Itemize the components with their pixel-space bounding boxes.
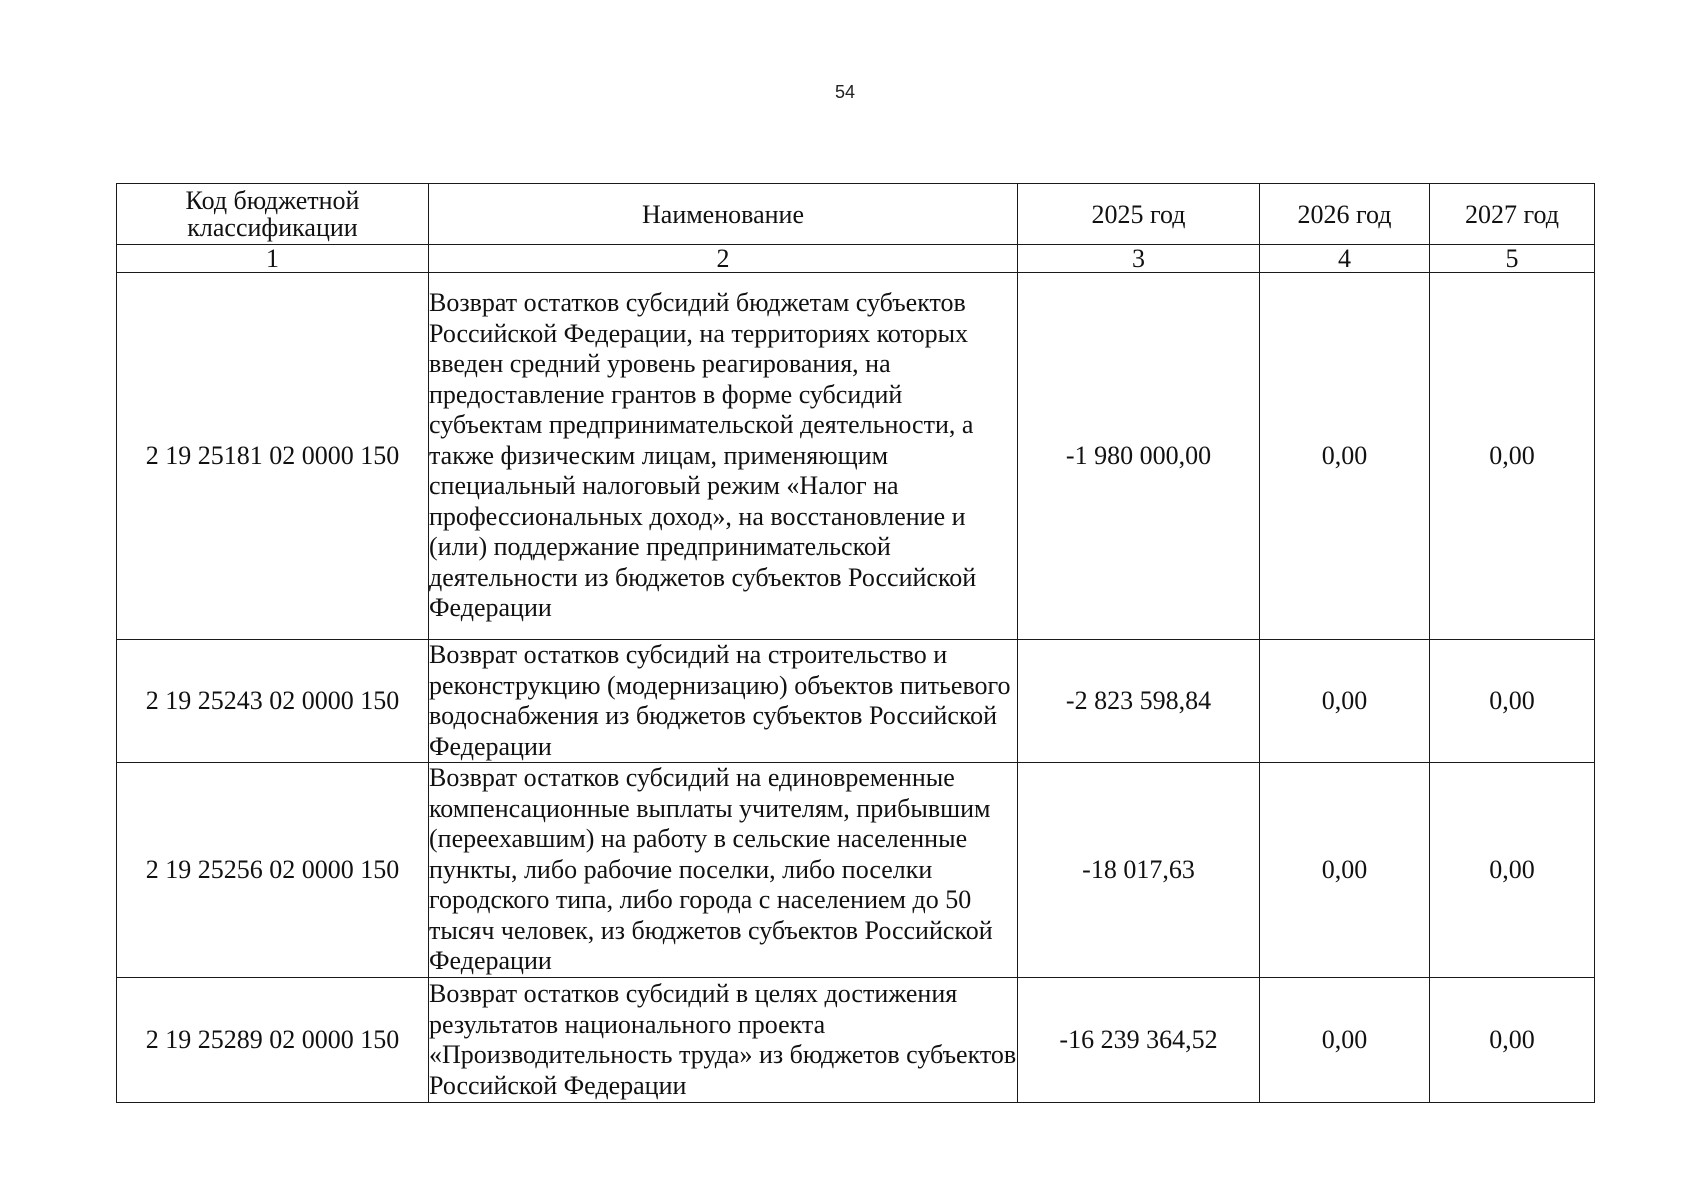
amount-2027-cell: 0,00 xyxy=(1430,273,1595,640)
column-number: 4 xyxy=(1260,245,1430,273)
amount-2025-cell: -18 017,63 xyxy=(1018,763,1260,978)
budget-code-cell: 2 19 25289 02 0000 150 xyxy=(117,978,429,1103)
header-2025: 2025 год xyxy=(1018,184,1260,245)
column-number-row xyxy=(117,245,1595,273)
amount-2025-cell: -16 239 364,52 xyxy=(1018,978,1260,1103)
name-cell: Возврат остатков субсидий в целях достижения результатов национального проекта «Производительность труда» из бюджетов субъектов Российской Федерации xyxy=(429,978,1018,1103)
column-number: 3 xyxy=(1018,245,1260,273)
table-row xyxy=(117,273,1595,640)
table-header-row xyxy=(117,184,1595,245)
header-2026: 2026 год xyxy=(1260,184,1430,245)
budget-code-cell: 2 19 25243 02 0000 150 xyxy=(117,640,429,763)
header-name: Наименование xyxy=(429,184,1018,245)
amount-2025-cell: -2 823 598,84 xyxy=(1018,640,1260,763)
header-code: Код бюджетной классификации xyxy=(117,184,429,245)
amount-2026-cell: 0,00 xyxy=(1260,273,1430,640)
amount-2026-cell: 0,00 xyxy=(1260,763,1430,978)
column-number: 5 xyxy=(1430,245,1595,273)
amount-2026-cell: 0,00 xyxy=(1260,978,1430,1103)
amount-2027-cell: 0,00 xyxy=(1430,763,1595,978)
table-row xyxy=(117,978,1595,1103)
page-number: 54 xyxy=(834,82,856,102)
name-cell: Возврат остатков субсидий бюджетам субъектов Российской Федерации, на территориях которых введен средний уровень реагирования, на предоставление грантов в форме субсидий субъектам предпринимательской деятельности, а также физическим лицам, применяющим специальный налоговый режим «Налог на профессиональных доход», на восстановление и (или) поддержание предпринимательской деятельности из бюджетов субъектов Российской Федерации xyxy=(429,273,1018,640)
name-cell: Возврат остатков субсидий на единовременные компенсационные выплаты учителям, прибывшим (переехавшим) на работу в сельские населенные пункты, либо рабочие поселки, либо поселки городского типа, либо города с населением до 50 тысяч человек, из бюджетов субъектов Российской Федерации xyxy=(429,763,1018,978)
budget-code-cell: 2 19 25256 02 0000 150 xyxy=(117,763,429,978)
amount-2027-cell: 0,00 xyxy=(1430,978,1595,1103)
table-row xyxy=(117,763,1595,978)
budget-code-cell: 2 19 25181 02 0000 150 xyxy=(117,273,429,640)
header-2027: 2027 год xyxy=(1430,184,1595,245)
amount-2026-cell: 0,00 xyxy=(1260,640,1430,763)
name-cell: Возврат остатков субсидий на строительство и реконструкцию (модернизацию) объектов питьевого водоснабжения из бюджетов субъектов Российской Федерации xyxy=(429,640,1018,763)
table-row xyxy=(117,640,1595,763)
amount-2025-cell: -1 980 000,00 xyxy=(1018,273,1260,640)
budget-table xyxy=(116,183,1595,1103)
amount-2027-cell: 0,00 xyxy=(1430,640,1595,763)
column-number: 2 xyxy=(429,245,1018,273)
column-number: 1 xyxy=(117,245,429,273)
